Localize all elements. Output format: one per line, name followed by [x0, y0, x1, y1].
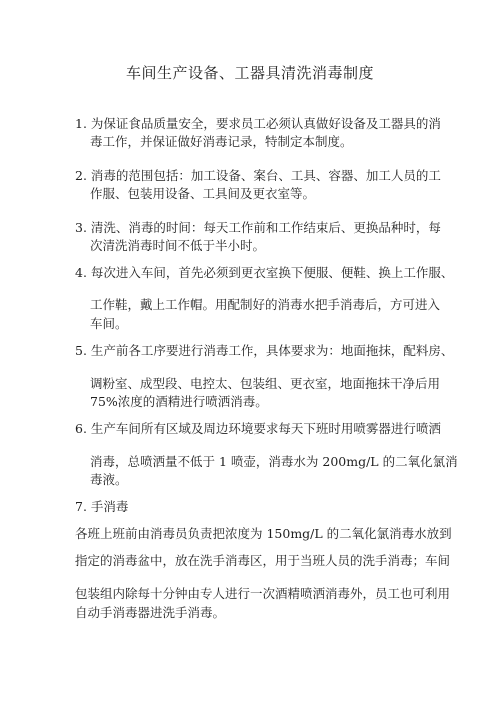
closing-line-4: 自动手消毒器进洗手消毒。 — [75, 605, 226, 620]
item-5-line-2: 调粉室、成型段、电控太、包装组、更衣室，地面拖抹干净后用 — [90, 376, 441, 391]
closing-line-3: 包装组内除每十分钟由专人进行一次酒精喷洒消毒外，员工也可利用 — [75, 586, 451, 601]
item-6-line-2: 消毒，总喷洒量不低于 1 喷壶，消毒水为 200mg/L 的二氧化氯消 — [90, 454, 458, 469]
closing-line-1: 各班上班前由消毒员负责把浓度为 150mg/L 的二氧化氯消毒水放到 — [75, 526, 452, 541]
item-7-line-1: 7. 手消毒 — [75, 499, 129, 514]
item-2-line-2: 作服、包装用设备、工具间及更衣室等。 — [90, 186, 316, 201]
item-4-line-3: 车间。 — [90, 316, 128, 331]
item-5-line-3: 75%浓度的酒精进行喷洒消毒。 — [90, 394, 268, 409]
item-6-line-3: 毒液。 — [90, 472, 128, 487]
item-2-line-1: 2. 消毒的范围包括：加工设备、案台、工具、容器、加工人员的工 — [75, 168, 441, 183]
item-3-line-2: 次清洗消毒时间不低于半小时。 — [90, 238, 266, 253]
item-6-line-1: 6. 生产车间所有区域及周边环境要求每天下班时用喷雾器进行喷洒 — [75, 421, 441, 436]
document-title: 车间生产设备、工器具清洗消毒制度 — [125, 64, 374, 82]
item-5-line-1: 5. 生产前各工序要进行消毒工作，具体要求为：地面拖抹，配料房、 — [75, 343, 454, 358]
closing-line-2: 指定的消毒盆中，放在洗手消毒区，用于当班人员的洗手消毒；车间 — [75, 553, 451, 568]
item-4-line-1: 4. 每次进入车间，首先必须到更衣室换下便服、便鞋、换上工作服、 — [75, 265, 454, 280]
item-4-line-2: 工作鞋，戴上工作帽。用配制好的消毒水把手消毒后，方可进入 — [90, 297, 441, 312]
item-1-line-1: 1. 为保证食品质量安全，要求员工必须认真做好设备及工器具的消 — [75, 116, 441, 131]
item-1-line-2: 毒工作，并保证做好消毒记录，特制定本制度。 — [90, 134, 353, 149]
item-3-line-1: 3. 清洗、消毒的时间：每天工作前和工作结束后、更换品种时，每 — [75, 220, 441, 235]
